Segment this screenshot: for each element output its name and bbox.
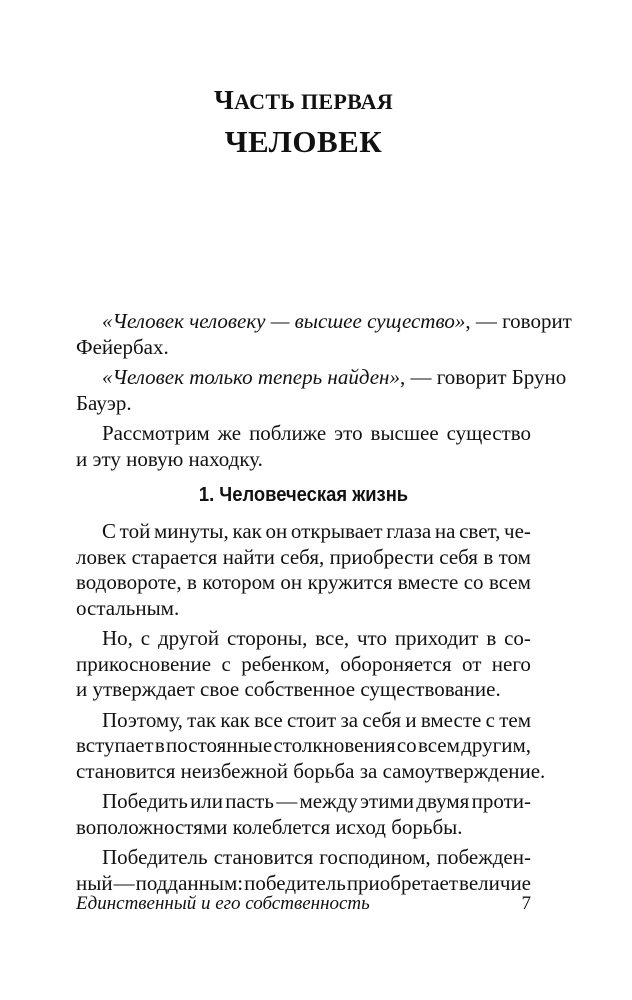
- epigraph-line: [76, 447, 531, 473]
- word: все,: [315, 626, 350, 650]
- word: от: [461, 651, 482, 676]
- word: этими: [360, 789, 415, 813]
- body-line: [76, 789, 531, 815]
- epigraph-text: и эту новую находку.: [76, 446, 263, 471]
- epigraph-line: [76, 309, 572, 335]
- word: победитель: [244, 870, 346, 895]
- word: старается: [131, 544, 218, 569]
- word: с: [485, 707, 495, 732]
- epigraph-line: [76, 365, 567, 391]
- word: в: [486, 626, 497, 650]
- word: кружится: [307, 570, 393, 594]
- epigraph-attribution: , — говорит Бруно: [399, 365, 567, 389]
- part-label: [0, 85, 607, 116]
- word: или: [190, 789, 224, 813]
- body-line: [76, 845, 531, 871]
- body-line-text: становится неизбежной борьба за самоутверждение.: [76, 758, 546, 783]
- word: приходит: [394, 626, 479, 650]
- word: это: [334, 421, 363, 445]
- body-line: [76, 708, 531, 734]
- word: стороны,: [227, 626, 308, 650]
- word: свет,: [459, 519, 501, 543]
- word: —: [276, 789, 298, 813]
- word: С: [102, 519, 117, 543]
- word: в: [187, 570, 197, 594]
- word: со: [463, 570, 484, 594]
- word: с: [140, 626, 151, 650]
- body-line: [76, 652, 531, 678]
- word: приобрести: [329, 544, 434, 569]
- word: побежден-: [436, 845, 531, 869]
- word: другим,: [461, 733, 531, 757]
- word: же: [217, 421, 242, 445]
- part-label-rest: АСТЬ ПЕРВАЯ: [234, 89, 394, 114]
- word: Поэтому,: [102, 707, 183, 732]
- part-title: ЧЕЛОВЕК: [224, 124, 383, 159]
- word: Но,: [102, 626, 133, 650]
- word: величие: [459, 870, 531, 895]
- word: котором: [202, 570, 275, 594]
- word: прикосновение: [76, 651, 212, 676]
- word: все: [254, 707, 283, 732]
- word: ребенком,: [241, 651, 330, 676]
- word: он: [280, 570, 303, 594]
- word: водовороте,: [76, 570, 182, 594]
- word: всем: [488, 570, 531, 594]
- body-line-text: и утверждает свое собственное существование.: [76, 677, 501, 701]
- word: всем: [417, 733, 460, 757]
- epigraph-text: Бауэр.: [76, 390, 132, 415]
- word: Рассмотрим: [102, 421, 210, 445]
- word: между: [299, 789, 358, 813]
- word: в: [154, 733, 165, 757]
- body-line: [76, 519, 531, 545]
- body-text: [76, 519, 546, 896]
- word: Победитель: [102, 845, 208, 869]
- word: стоит: [287, 707, 337, 732]
- word: себя,: [280, 544, 325, 569]
- body-line: [76, 545, 531, 571]
- word: становится: [213, 845, 314, 869]
- word: существо: [446, 421, 531, 445]
- word: него: [491, 651, 531, 676]
- word: найти: [222, 544, 275, 569]
- part-label-initial: Ч: [213, 85, 235, 115]
- word: вместе: [397, 570, 459, 594]
- word: минуты,: [153, 519, 229, 543]
- body-line: [76, 596, 531, 622]
- word: приобретает: [346, 870, 459, 895]
- word: двумя: [416, 789, 470, 813]
- word: другой: [157, 626, 220, 650]
- word: той: [119, 519, 151, 543]
- section-heading: 1. Человеческая жизнь: [198, 484, 409, 506]
- epigraph-text: Фейербах.: [76, 334, 169, 359]
- word: себя: [362, 707, 402, 732]
- word: ловек: [76, 544, 127, 569]
- word: том: [498, 544, 531, 569]
- word: —: [113, 870, 135, 895]
- body-line: [76, 626, 531, 652]
- word: как: [220, 707, 250, 732]
- running-footer-title: Единственный и его собственность: [76, 893, 370, 914]
- word: вступает: [76, 733, 154, 757]
- body-line: [76, 815, 531, 841]
- word: высшее: [370, 421, 439, 445]
- body-line: [76, 758, 546, 785]
- word: тем: [499, 707, 531, 732]
- body-line: [76, 677, 531, 703]
- word: постоянные: [166, 733, 273, 757]
- word: как: [232, 519, 262, 543]
- word: проти-: [471, 789, 531, 813]
- word: пасть: [225, 789, 274, 813]
- word: че-: [504, 519, 531, 543]
- word: за: [340, 707, 359, 732]
- body-line: [76, 570, 531, 596]
- word: со: [396, 733, 417, 757]
- word: вместе: [420, 707, 482, 732]
- body-line-text: остальным.: [76, 595, 180, 620]
- word: Победить: [102, 789, 188, 813]
- body-line: [76, 733, 531, 759]
- word: подданным:: [135, 870, 244, 895]
- word: столкновения: [273, 733, 396, 757]
- word: он: [265, 519, 288, 543]
- word: открывает: [290, 519, 383, 543]
- word: ный: [76, 870, 113, 895]
- word: что: [357, 626, 387, 650]
- word: с: [221, 651, 231, 676]
- word: глаза: [386, 519, 432, 543]
- body-line-text: воположностями колеблется исход борьбы.: [76, 814, 463, 839]
- word: в: [483, 544, 494, 569]
- word: себя: [439, 544, 478, 569]
- word: господином,: [319, 845, 431, 869]
- word: так: [187, 707, 217, 732]
- epigraph-quote: «Человек только теперь найден»: [102, 365, 400, 389]
- epigraph-quote: «Человек человеку — высшее существо»: [102, 309, 466, 333]
- word: со-: [504, 626, 531, 650]
- word: и: [405, 707, 417, 732]
- epigraph-line: [76, 391, 531, 417]
- word: на: [434, 519, 456, 543]
- word: поближе: [249, 421, 327, 445]
- word: обороняется: [340, 651, 452, 676]
- page-number: 7: [521, 893, 531, 914]
- epigraph-line: [76, 335, 531, 361]
- epigraph: [76, 309, 572, 472]
- epigraph-attribution: , — говорит: [465, 309, 572, 333]
- epigraph-line: [76, 421, 531, 447]
